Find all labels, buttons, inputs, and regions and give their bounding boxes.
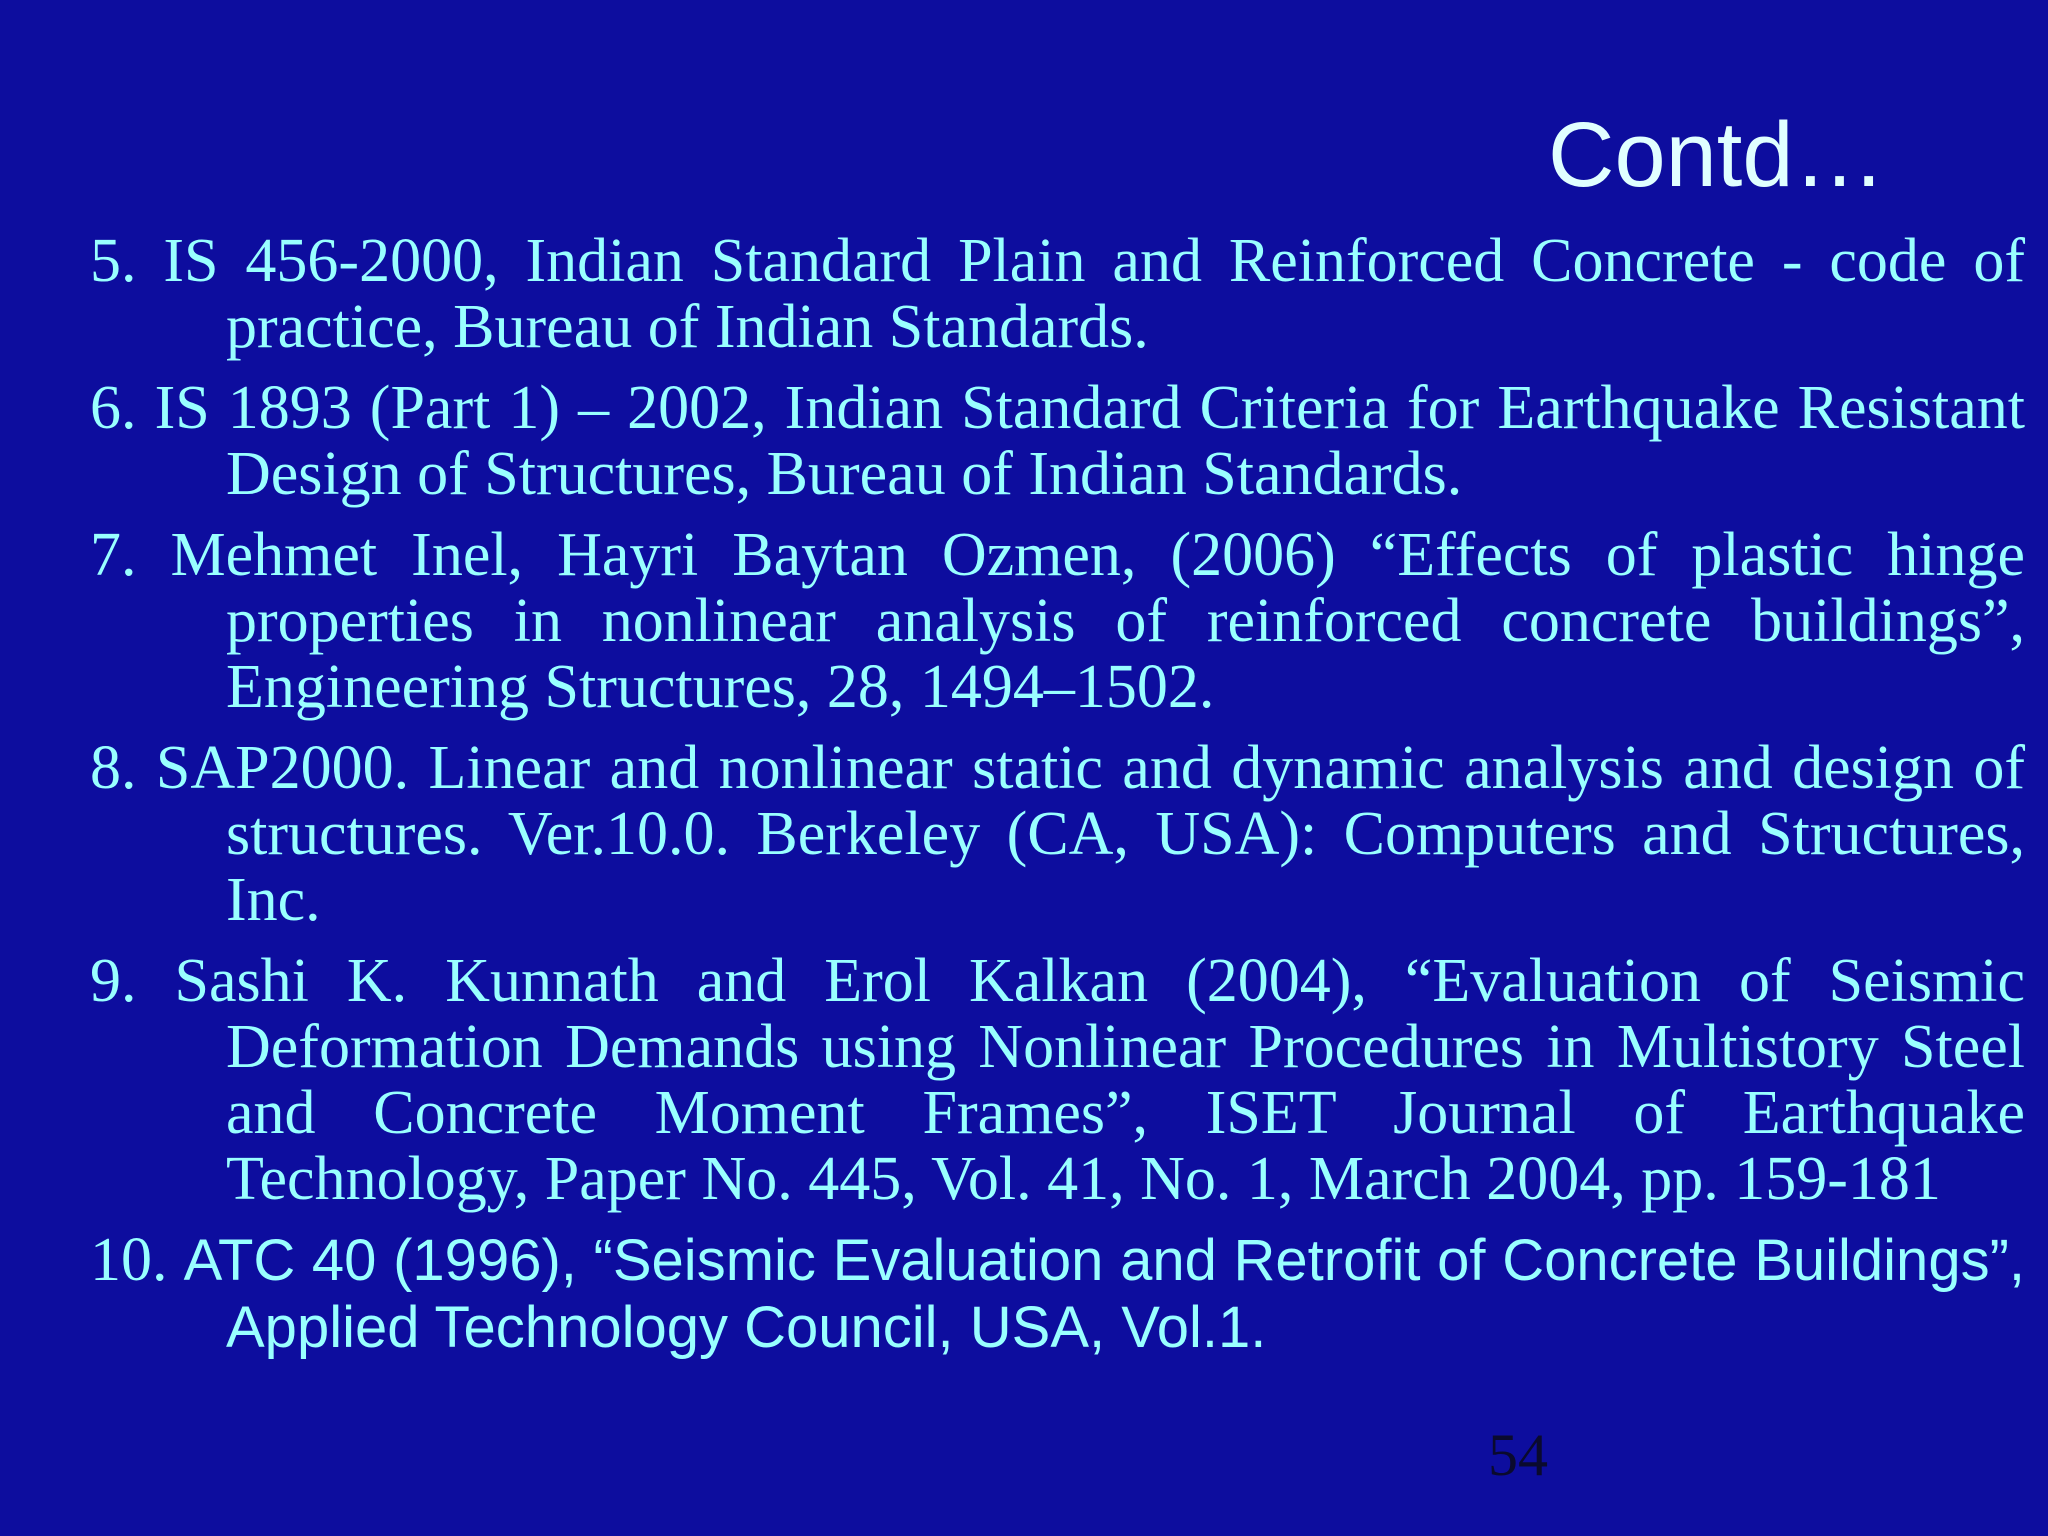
page-number: 54 — [1488, 1422, 1548, 1488]
reference-item — [90, 375, 2025, 507]
reference-number: 5. — [90, 227, 137, 295]
reference-number: 9. — [90, 947, 137, 1015]
reference-text: Mehmet Inel, Hayri Baytan Ozmen, (2006) “Effects of plastic hinge properties in nonlinear analysis of reinforced concrete buildings”, Engineering Structures, 28, 1494–1502. — [170, 521, 2026, 721]
reference-number: 8. — [90, 734, 137, 802]
reference-number: 10. — [90, 1226, 168, 1294]
reference-item — [90, 522, 2025, 720]
reference-text: SAP2000. Linear and nonlinear static and dynamic analysis and design of structures. Ver.10.0. Berkeley (CA, USA): Computers and Structures, Inc. — [155, 734, 2025, 934]
reference-text: IS 1893 (Part 1) – 2002, Indian Standard Criteria for Earthquake Resistant Design of Structures, Bureau of Indian Standards. — [154, 374, 2026, 508]
reference-text: IS 456-2000, Indian Standard Plain and Reinforced Concrete - code of practice, Bureau of Indian Standards. — [163, 227, 2025, 361]
reference-item — [90, 948, 2025, 1212]
reference-text: Sashi K. Kunnath and Erol Kalkan (2004), “Evaluation of Seismic Deformation Demands using Nonlinear Procedures in Multistory Steel and Concrete Moment Frames”, ISET Journal of Earthquake Technology, Paper No. 445, Vol. 41, No. 1, March 2004, pp. 159-181 — [174, 947, 2025, 1213]
reference-number: 6. — [90, 374, 137, 442]
reference-number: 7. — [90, 521, 137, 589]
reference-item — [90, 1227, 2025, 1361]
reference-item — [90, 228, 2025, 360]
slide-title: Contd… — [1548, 104, 1886, 206]
reference-item — [90, 735, 2025, 933]
reference-list — [90, 228, 2025, 1376]
reference-text: ATC 40 (1996), “Seismic Evaluation and Retrofit of Concrete Buildings”, Applied Technology Council, USA, Vol.1. — [183, 1228, 2025, 1360]
